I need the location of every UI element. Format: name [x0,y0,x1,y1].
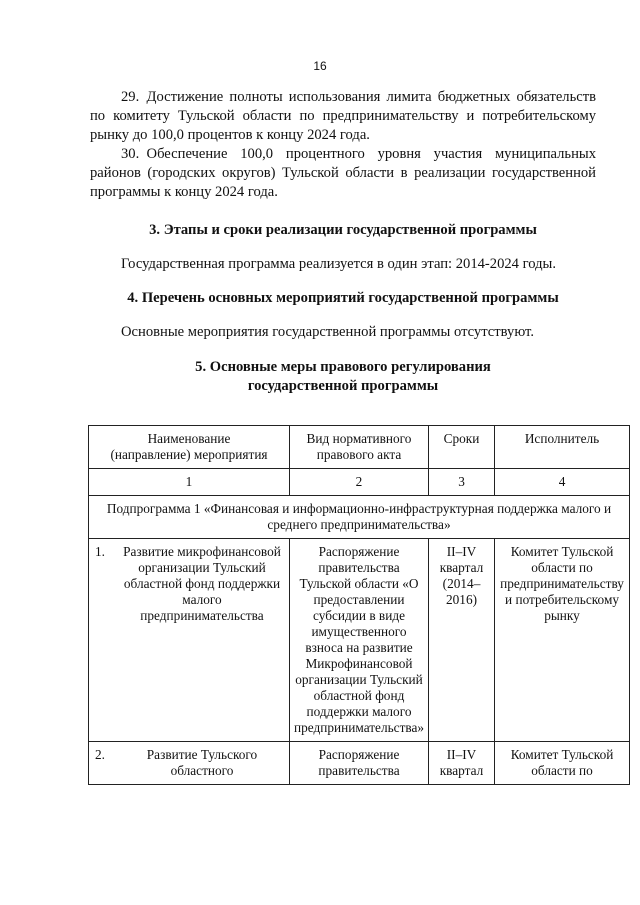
row-executor: Комитет Тульской области по [495,742,630,785]
row-act: Распоряжение правительства [290,742,429,785]
section-5-heading [90,358,596,396]
header-name: Наименование (направление) мероприятия [89,426,290,469]
paragraph-30 [90,145,596,202]
table-row [89,539,630,742]
row-term: II–IV квартал (2014–2016) [429,539,495,742]
paragraph-29-text: 29. Достижение полноты использования лимита бюджетных обязательств по комитету Тульской области по предпринимательству и потребительскому рынку до 100,0 процентов к концу 2024 года. [90,89,596,143]
header-act: Вид нормативного правового акта [290,426,429,469]
row-index: 1. [95,544,105,559]
row-term: II–IV квартал [429,742,495,785]
column-number: 2 [290,469,429,496]
row-act: Распоряжение правительства Тульской области «О предоставлении субсидии в виде имущественного взноса на развитие Микрофинансовой организации Тульский областной фонд поддержки малого предпринимательства» [290,539,429,742]
paragraph-29 [90,88,596,145]
header-executor: Исполнитель [495,426,630,469]
paragraph-30-text: 30. Обеспечение 100,0 процентного уровня участия муниципальных районов (городских округов) Тульской области в реализации государственной программы к концу 2024 года. [90,146,596,200]
row-name: Развитие Тульского областного [146,747,258,778]
legal-measures-table [88,425,630,785]
column-number: 4 [495,469,630,496]
table-header-row [89,426,630,469]
subprogram-row [89,496,630,539]
section-4-text: Основные мероприятия государственной программы отсутствуют. [121,324,534,340]
section-4-heading: 4. Перечень основных мероприятий государственной программы [127,290,559,306]
page-number: 16 [313,59,327,73]
subprogram-title: Подпрограмма 1 «Финансовая и информационно-инфраструктурная поддержка малого и среднего предпринимательства» [89,496,630,539]
section-3-text: Государственная программа реализуется в один этап: 2014-2024 годы. [121,256,557,272]
column-number: 1 [89,469,290,496]
row-executor: Комитет Тульской области по предпринимательству и потребительскому рынку [495,539,630,742]
table-row [89,742,630,785]
column-numbers-row [89,469,630,496]
section-3-heading: 3. Этапы и сроки реализации государственной программы [149,222,537,238]
row-name: Развитие микрофинансовой организации Тульский областной фонд поддержки малого предпринимательства [123,544,281,623]
header-term: Сроки [429,426,495,469]
row-name-cell [89,539,290,742]
column-number: 3 [429,469,495,496]
row-name-cell [89,742,290,785]
section-5-heading-line1: 5. Основные меры правового регулирования [195,359,491,375]
row-index: 2. [95,747,105,762]
section-5-heading-line2: государственной программы [247,378,439,394]
